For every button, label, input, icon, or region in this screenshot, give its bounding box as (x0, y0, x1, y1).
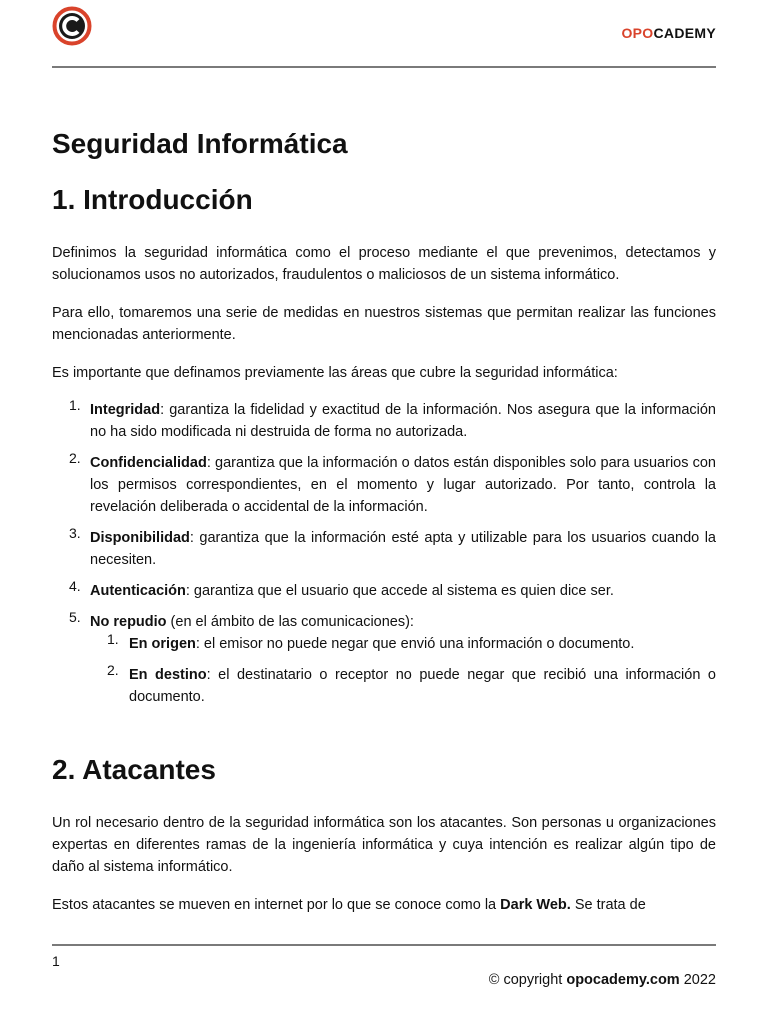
list-term: En destino (129, 667, 207, 683)
intro-paragraph-2: Para ello, tomaremos una serie de medidas en nuestros sistemas que permitan realizar las funciones mencionadas anteriormente. (52, 305, 716, 343)
page-number: 1 (52, 953, 60, 969)
list-item (52, 611, 716, 708)
copyright-year: 2022 (679, 972, 716, 988)
list-number: 3. (69, 525, 81, 541)
document-title: Seguridad Informática (52, 128, 348, 159)
list-term: Autenticación (90, 583, 186, 599)
list-text: : el destinatario o receptor no puede negar que recibió una información o documento. (129, 667, 716, 705)
list-item (52, 399, 716, 443)
intro-paragraph-3: Es importante que definamos previamente las áreas que cubre la seguridad informática: (52, 365, 618, 381)
non-repudiation-sublist (90, 633, 716, 708)
list-number: 2. (69, 450, 81, 466)
brand-name-part-opo: OPO (621, 25, 654, 41)
sublist-item (90, 664, 716, 708)
security-areas-list (52, 399, 716, 708)
copyright-site: opocademy.com (566, 972, 680, 988)
attackers-paragraph-2 (52, 894, 716, 916)
paragraph-text: Se trata de (570, 897, 646, 913)
list-item (52, 580, 716, 602)
list-text: : garantiza la fidelidad y exactitud de la información. Nos asegura que la información no ha sido modificada ni destruida de forma no autorizada. (90, 402, 716, 440)
copyright-text: © copyright (488, 972, 567, 988)
copyright-notice (489, 972, 716, 988)
list-number: 1. (69, 397, 81, 413)
list-term: Integridad (90, 402, 161, 418)
list-text: : garantiza que la información o datos están disponibles solo para usuarios con los permisos correspondientes, en el momento y lugar autorizado. Por tanto, controla la revelación deliberada o accidental de la información. (90, 455, 716, 515)
list-number: 2. (107, 662, 119, 678)
section-1-heading: 1. Introducción (52, 184, 253, 215)
list-term: Confidencialidad (90, 455, 207, 471)
opocademy-logo-icon (52, 6, 92, 46)
intro-paragraph-1: Definimos la seguridad informática como el proceso mediante el que prevenimos, detectamos y solucionamos usos no autorizados, fraudulentos o maliciosos de un sistema informático. (52, 245, 716, 283)
dark-web-term: Dark Web. (500, 897, 571, 913)
list-item (52, 527, 716, 571)
list-term: No repudio (90, 614, 167, 630)
list-term: Disponibilidad (90, 530, 190, 546)
list-text: : el emisor no puede negar que envió una información o documento. (195, 636, 635, 652)
list-text: : garantiza que el usuario que accede al sistema es quien dice ser. (185, 583, 614, 599)
header-divider (52, 66, 716, 68)
footer-divider (52, 944, 716, 946)
list-term: En origen (129, 636, 196, 652)
paragraph-text: Estos atacantes se mueven en internet por lo que se conoce como la (52, 897, 501, 913)
sublist-item (90, 633, 716, 655)
list-text: (en el ámbito de las comunicaciones): (166, 614, 414, 630)
list-item (52, 452, 716, 518)
list-number: 1. (107, 631, 119, 647)
brand-name-part-cademy: CADEMY (653, 25, 716, 41)
document-body (52, 122, 716, 916)
attackers-paragraph-1: Un rol necesario dentro de la seguridad informática son los atacantes. Son personas u organizaciones expertas en diferentes ramas de la ingeniería informática y cuya intención es realizar algún tipo de daño al sistema informático. (52, 815, 716, 875)
list-number: 4. (69, 578, 81, 594)
brand-name (621, 25, 716, 41)
section-2-heading: 2. Atacantes (52, 754, 216, 785)
list-text: : garantiza que la información esté apta y utilizable para los usuarios cuando la necesiten. (90, 530, 716, 568)
list-number: 5. (69, 609, 81, 625)
